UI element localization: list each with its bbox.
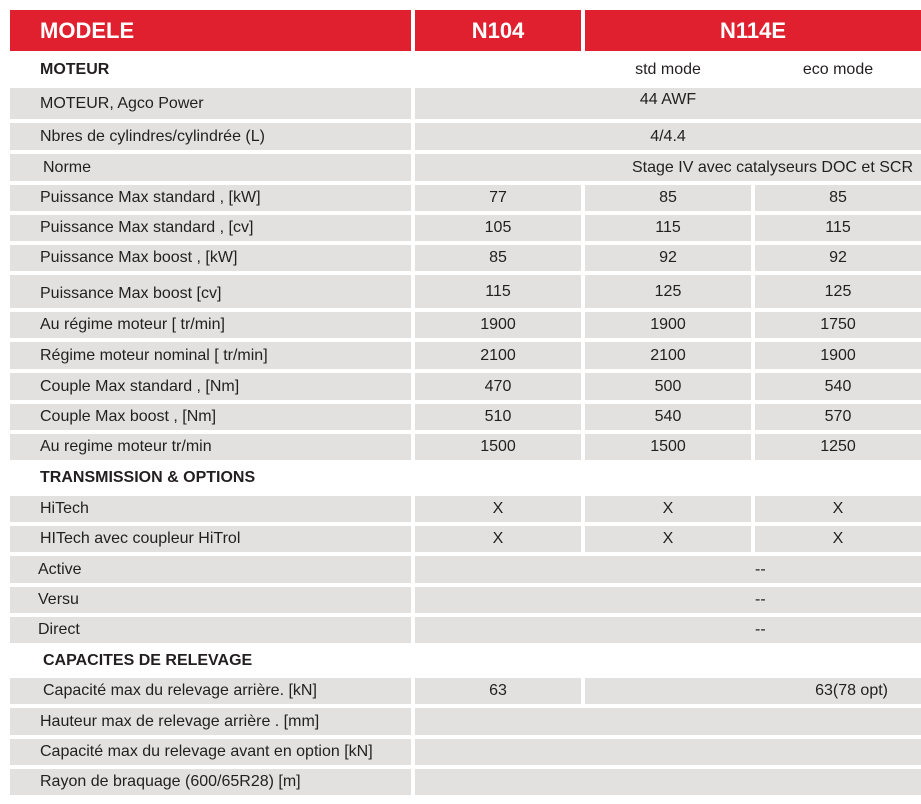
transmission-value: -- <box>415 617 921 643</box>
spec-std: 2100 <box>585 342 751 369</box>
mode-std-label: std mode <box>635 61 701 78</box>
relevage-value-empty <box>415 739 921 765</box>
spec-label: Au régime moteur [ tr/min] <box>10 312 411 338</box>
transmission-label: Direct <box>10 617 411 643</box>
spec-label: Puissance Max standard , [kW] <box>10 185 411 211</box>
spec-std: 85 <box>585 185 751 211</box>
spec-std: 115 <box>585 215 751 241</box>
spec-n104: 1900 <box>415 312 581 338</box>
row-value: 44 AWF <box>415 88 921 119</box>
spec-eco: 570 <box>755 404 921 430</box>
relevage-label: Capacité max du relevage arrière. [kN] <box>10 678 411 704</box>
spec-std: 1900 <box>585 312 751 338</box>
spec-n104: 510 <box>415 404 581 430</box>
spec-std: 92 <box>585 245 751 271</box>
transmission-value: -- <box>415 587 921 613</box>
transmission-eco: X <box>755 496 921 522</box>
spec-label: Puissance Max boost [cv] <box>10 275 411 308</box>
spec-eco: 1750 <box>755 312 921 338</box>
transmission-label: HiTech <box>10 496 411 522</box>
transmission-label: HITech avec coupleur HiTrol <box>10 526 411 552</box>
spec-eco: 85 <box>755 185 921 211</box>
spec-label: Régime moteur nominal [ tr/min] <box>10 342 411 369</box>
transmission-n104: X <box>415 526 581 552</box>
spec-eco: 540 <box>755 373 921 400</box>
relevage-label: Hauteur max de relevage arrière . [mm] <box>10 708 411 735</box>
row-value: Stage IV avec catalyseurs DOC et SCR <box>415 154 921 181</box>
relevage-label: Capacité max du relevage avant en option [kN] <box>10 739 411 765</box>
spec-eco: 92 <box>755 245 921 271</box>
relevage-n114e: 63(78 opt) <box>585 678 921 704</box>
spec-label: Couple Max standard , [Nm] <box>10 373 411 400</box>
header-n104: N104 <box>415 10 581 51</box>
spec-label: Au regime moteur tr/min <box>10 434 411 460</box>
spec-std: 1500 <box>585 434 751 460</box>
transmission-eco: X <box>755 526 921 552</box>
transmission-n104: X <box>415 496 581 522</box>
row-label: MOTEUR, Agco Power <box>10 88 411 119</box>
relevage-value-empty <box>415 769 921 795</box>
spec-n104: 85 <box>415 245 581 271</box>
relevage-value-empty <box>415 708 921 735</box>
transmission-label: Active <box>10 556 411 583</box>
spec-n104: 115 <box>415 275 581 308</box>
transmission-label: Versu <box>10 587 411 613</box>
row-label: Nbres de cylindres/cylindrée (L) <box>10 123 411 150</box>
section-moteur: MOTEUR <box>40 61 110 78</box>
section-transmission: TRANSMISSION & OPTIONS <box>40 469 256 486</box>
spec-label: Puissance Max boost , [kW] <box>10 245 411 271</box>
row-value: 4/4.4 <box>415 123 921 150</box>
spec-n104: 105 <box>415 215 581 241</box>
transmission-std: X <box>585 526 751 552</box>
section-relevage: CAPACITES DE RELEVAGE <box>43 651 253 669</box>
spec-std: 500 <box>585 373 751 400</box>
spec-eco: 1900 <box>755 342 921 369</box>
relevage-label: Rayon de braquage (600/65R28) [m] <box>10 769 411 795</box>
spec-label: Puissance Max standard , [cv] <box>10 215 411 241</box>
row-label: Norme <box>10 154 411 181</box>
transmission-value: -- <box>415 556 921 583</box>
spec-n104: 77 <box>415 185 581 211</box>
transmission-std: X <box>585 496 751 522</box>
header-n114e: N114E <box>585 10 921 51</box>
relevage-n104: 63 <box>415 678 581 704</box>
spec-n104: 2100 <box>415 342 581 369</box>
spec-eco: 1250 <box>755 434 921 460</box>
spec-std: 125 <box>585 275 751 308</box>
spec-n104: 1500 <box>415 434 581 460</box>
header-model: MODELE <box>10 10 411 51</box>
mode-eco-label: eco mode <box>802 61 874 78</box>
spec-std: 540 <box>585 404 751 430</box>
spec-eco: 115 <box>755 215 921 241</box>
spec-n104: 470 <box>415 373 581 400</box>
spec-label: Couple Max boost , [Nm] <box>10 404 411 430</box>
spec-eco: 125 <box>755 275 921 308</box>
